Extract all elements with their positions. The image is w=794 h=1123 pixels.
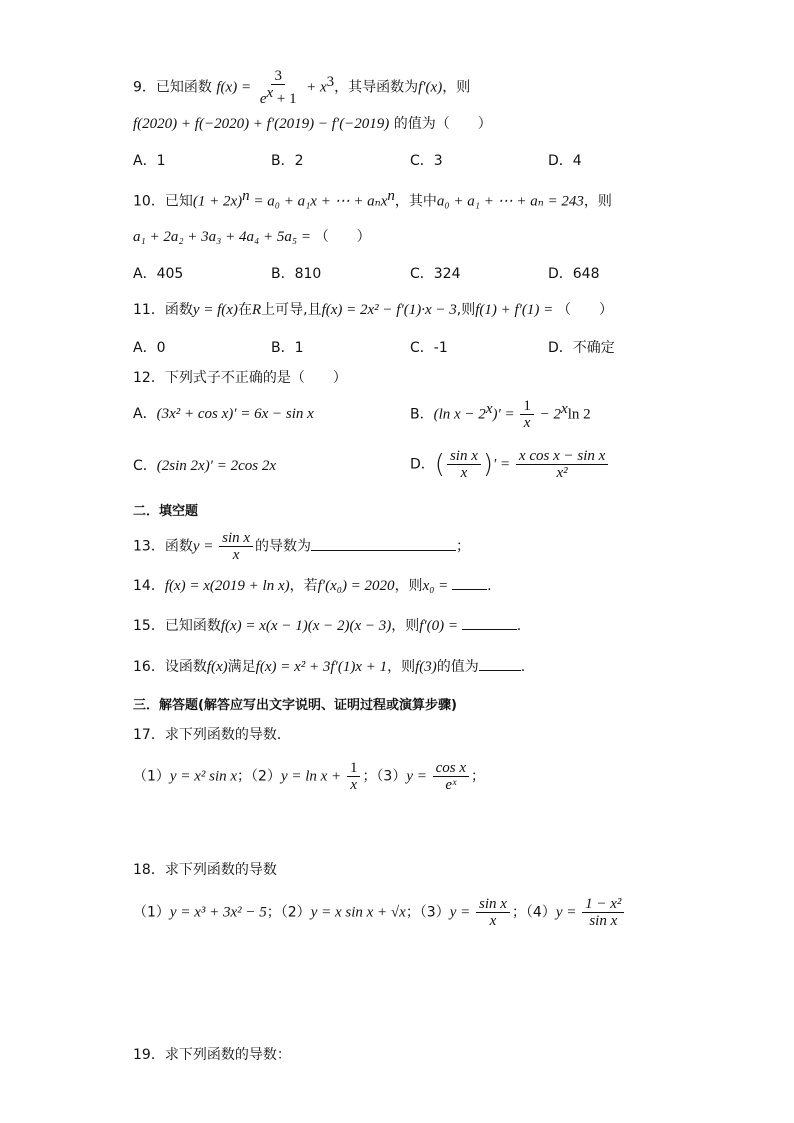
q12-option-b: B．(ln $x - 2^x)'$ = $\frac{1}{x}$ − $2^x\ln$ 2	[410, 398, 591, 431]
q11-option-d: D．不确定	[548, 340, 615, 356]
q18-parts: （1）y = x³ + 3x² − 5；（2）y = x sin x + √x；（3）y = $\frac{\text{sin x}}{x}$ ；（4）y = $\frac{\text{1 − x²}}{\text{sin x}}$	[133, 896, 626, 929]
q12-option-d: D．( $\frac{\text{sin x}}{x}$ )′ = $\frac{\text{x cos x − sin x}}{\text{x²}}$	[410, 448, 610, 481]
q9-option-c: C．3	[410, 153, 443, 169]
q10-option-b: B．810	[271, 266, 322, 282]
q11-option-c: C．-1	[410, 340, 448, 356]
q13-answer-blank[interactable]	[311, 536, 456, 551]
q10-option-a: A．405	[133, 266, 184, 282]
q13-stem: 13．函数y = $\frac{\text{sin x}}{x}$ 的导数为 ；	[133, 530, 471, 563]
section-answer: 三．解答题(解答应写出文字说明、证明过程或演算步骤)	[133, 698, 457, 713]
q14-answer-blank[interactable]	[452, 575, 487, 590]
q9-option-b: B．2	[271, 153, 304, 169]
q11-option-a: A．0	[133, 340, 166, 356]
q16-answer-blank[interactable]	[479, 656, 521, 671]
q12-option-a: A．(3x² + cos x)′ = 6x − sin x	[133, 406, 314, 422]
q18-stem: 18．求下列函数的导数	[133, 862, 277, 878]
q16-stem: 16．设函数f(x)满足f(x) = x² + 3f′(1)x + 1，则f(3)的值为 .	[133, 656, 525, 677]
q9-option-d: D．4	[548, 153, 582, 169]
q19-stem: 19．求下列函数的导数：	[133, 1047, 291, 1063]
q10-option-d: D．648	[548, 266, 600, 282]
q11-option-b: B．1	[271, 340, 304, 356]
q9-option-a: A．1	[133, 153, 166, 169]
q17-stem: 17．求下列函数的导数．	[133, 727, 291, 743]
q10-stem: 10．已知$(1 + 2x)^n = a_0 + a_1x$ + ⋯ + aₙx$^n$，其中a₀ + a₁ + ⋯ + aₙ = 243，则	[133, 188, 612, 210]
q9-stem: 9．已知函数 f(x) = $\frac{3}{e^x + 1}$ + $x^3$，其导函数为f′(x)，则	[133, 68, 471, 107]
q9-expression: f(2020) + f(−2020) + f′(2019) − f′(−2019) 的值为（ ）	[133, 116, 492, 132]
q9-fraction: $\frac{3}{e^x + 1}$	[259, 68, 297, 107]
q15-answer-blank[interactable]	[462, 615, 517, 630]
q12-stem: 12．下列式子不正确的是（ ）	[133, 370, 347, 386]
q17-parts: （1）y = x² sin x；（2）y = ln x + $\frac{1}{x}$ ；（3）y = $\frac{\text{cos x}}{\text{eˣ}}$ ；	[133, 760, 486, 793]
q14-stem: 14．f(x) = x(2019 + ln x)，若f′(x₀) = 2020，则x₀ = .	[133, 575, 492, 596]
q10-option-c: C．324	[410, 266, 461, 282]
q9-number: 9．	[133, 79, 156, 96]
q10-expression: a₁ + 2a₂ + 3a₃ + 4a₄ + 5a₅ = （ ）	[133, 229, 371, 245]
q12-option-c: C．(2sin 2x)′ = 2cos 2x	[133, 458, 276, 474]
section-fill-in: 二．填空题	[133, 504, 199, 519]
q15-stem: 15．已知函数f(x) = x(x − 1)(x − 2)(x − 3)，则f′(0) = .	[133, 615, 521, 636]
q11-stem: 11．函数y = f(x)在R上可导,且f(x) = 2x² − f′(1)·x − 3,则f(1) + f′(1) = （ ）	[133, 302, 614, 318]
